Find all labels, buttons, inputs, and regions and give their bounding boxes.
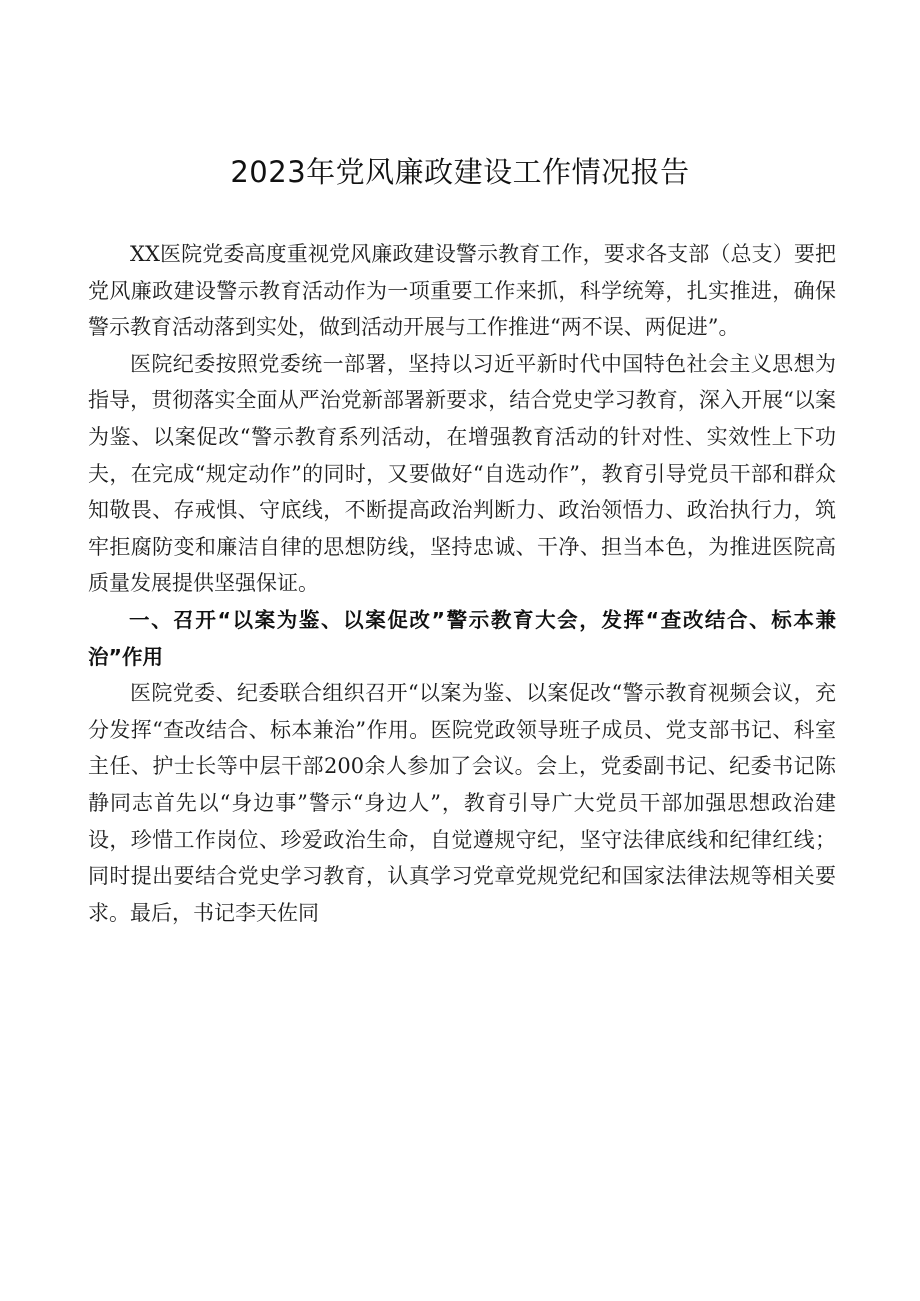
paragraph-intro: XX医院党委高度重视党风廉政建设警示教育工作，要求各支部（总支）要把党风廉政建设警示教育活动作为一项重要工作来抓，科学统筹，扎实推进，确保警示教育活动落到实处，做到活动开展与工作推进“两不误、两促进”。 xyxy=(88,242,836,340)
document-body xyxy=(88,236,836,931)
paragraph-discipline-committee: 医院纪委按照党委统一部署，坚持以习近平新时代中国特色社会主义思想为指导，贯彻落实全面从严治党新部署新要求，结合党史学习教育，深入开展“以案为鉴、以案促改“警示教育系列活动，在增强教育活动的针对性、实效性上下功夫，在完成“规定动作”的同时，又要做好“自选动作”，教育引导党员干部和群众知敬畏、存戒惧、守底线，不断提高政治判断力、政治领悟力、政治执行力，筑牢拒腐防变和廉洁自律的思想防线，坚持忠诚、干净、担当本色，为推进医院高质量发展提供坚强保证。 xyxy=(88,351,836,596)
paragraph-section-1: 医院党委、纪委联合组织召开“以案为鉴、以案促改“警示教育视频会议，充分发挥“查改结合、标本兼治”作用。医院党政领导班子成员、党支部书记、科室主任、护士长等中层干部200余人参加了会议。会上，党委副书记、纪委书记陈静同志首先以“身边事”警示“身边人”，教育引导广大党员干部加强思想政治建设，珍惜工作岗位、珍爱政治生命，自觉遵规守纪，坚守法律底线和纪律红线；同时提出要结合党史学习教育，认真学习党章党规党纪和国家法律法规等相关要求。最后，书记李天佐同 xyxy=(88,681,836,925)
document-title: 2023年党风廉政建设工作情况报告 xyxy=(230,155,690,189)
section-heading-1: 一、召开“以案为鉴、以案促改”警示教育大会，发挥“查改结合、标本兼治”作用 xyxy=(88,607,836,669)
